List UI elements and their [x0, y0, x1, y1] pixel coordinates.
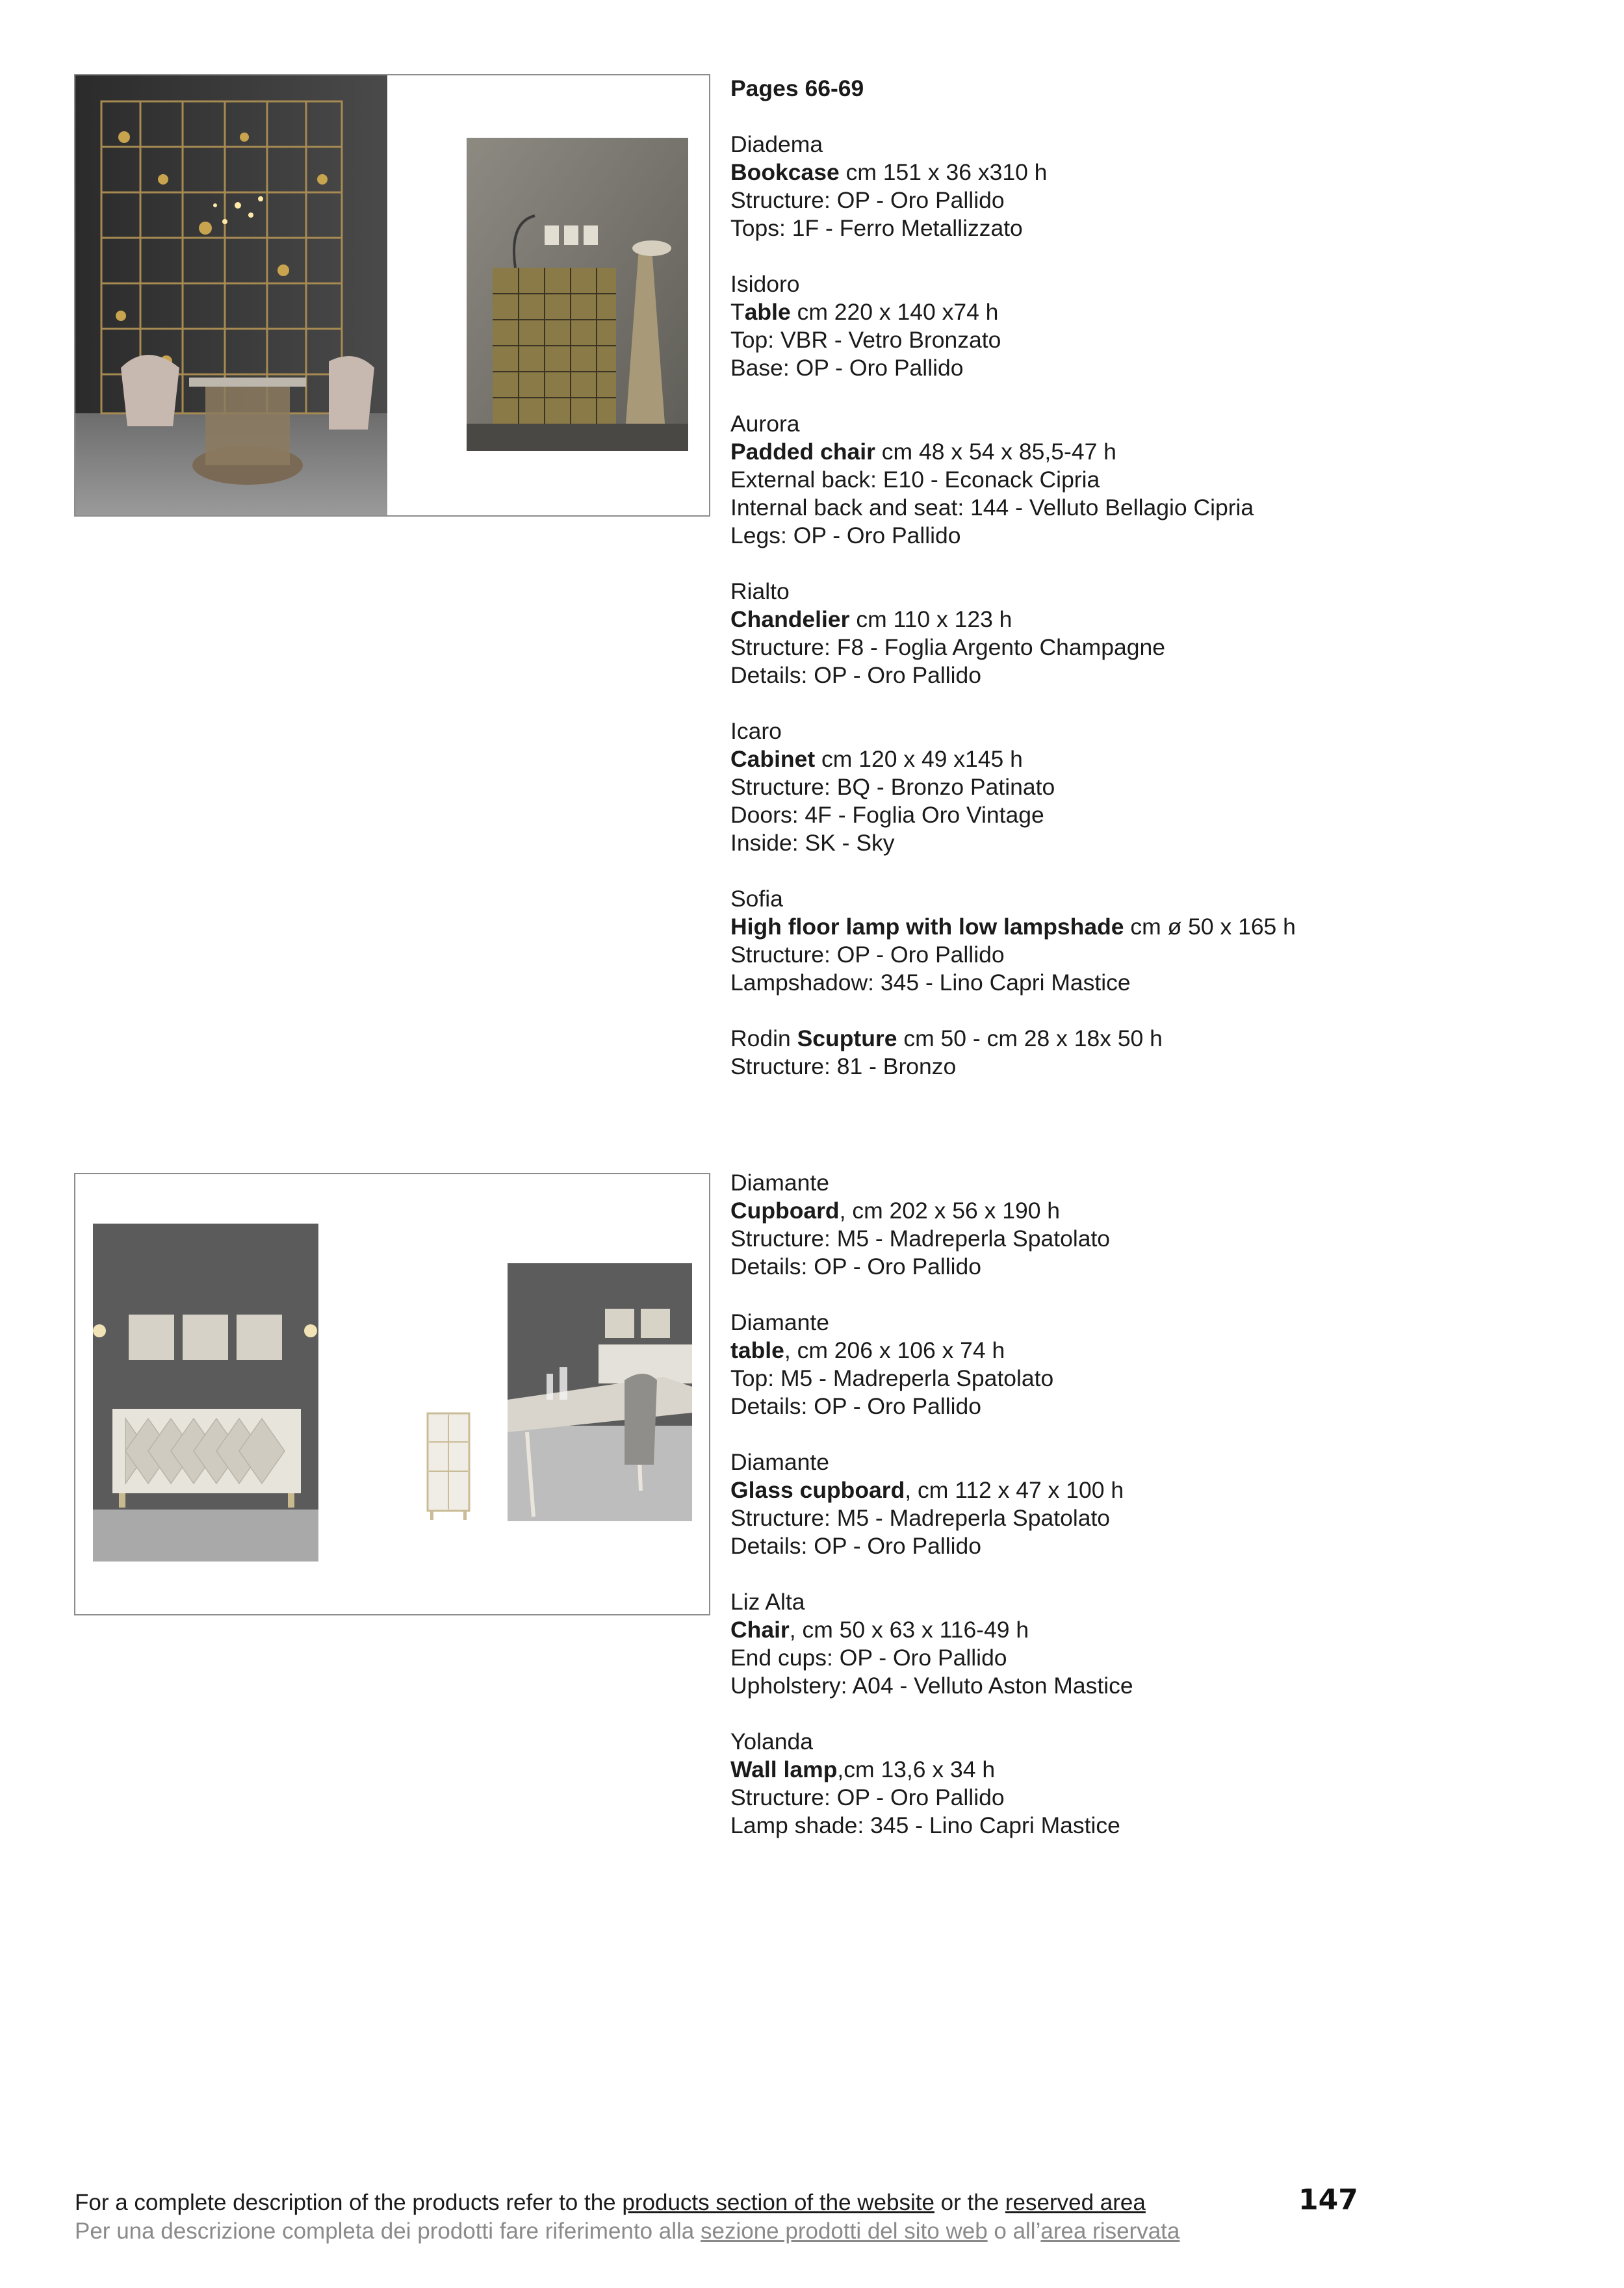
page-number: 147: [1298, 2183, 1358, 2217]
spec-line: Structure: M5 - Madreperla Spatolato: [730, 1226, 1111, 1252]
spec-line: Details: OP - Oro Pallido: [730, 662, 982, 688]
product-spec: [730, 410, 1575, 550]
product-dimensions: cm 110 x 123 h: [849, 606, 1012, 632]
footer-note: [75, 2189, 1309, 2246]
photo-diamante-table: [508, 1263, 692, 1521]
photo-glass-cupboard: [425, 1409, 472, 1521]
product-spec: [730, 1728, 1575, 1840]
image-frame-diamante: [74, 1173, 710, 1615]
spec-list-pages-66-69: [730, 75, 1575, 1081]
spacer: [730, 1420, 1575, 1448]
spec-line: Top: M5 - Madreperla Spatolato: [730, 1365, 1054, 1391]
product-spec: [730, 885, 1575, 997]
spec-line: [730, 1337, 1575, 1365]
product-spec: [730, 1448, 1575, 1560]
product-name: High floor lamp with low lampshade: [730, 914, 1124, 940]
spec-line: Isidoro: [730, 271, 800, 297]
spec-line: [730, 1756, 1575, 1784]
footer-en-text: For a complete description of the products refer to the: [75, 2190, 623, 2215]
product-name: able: [744, 299, 791, 325]
footer-italian: [75, 2217, 1309, 2246]
footer-english: [75, 2189, 1309, 2217]
spec-line: Lampshadow: 345 - Lino Capri Mastice: [730, 970, 1131, 996]
spec-line: Aurora: [730, 411, 800, 437]
spec-prefix: Rodin: [730, 1025, 797, 1051]
spec-line: Diamante: [730, 1449, 829, 1475]
product-spec: [730, 131, 1575, 242]
product-dimensions: cm 151 x 36 x310 h: [839, 159, 1048, 185]
product-name: Padded chair: [730, 439, 875, 465]
product-dimensions: cm ø 50 x 165 h: [1124, 914, 1296, 940]
photo-icaro-cabinet: [467, 138, 688, 451]
product-name: Glass cupboard: [730, 1477, 905, 1503]
spacer: [730, 997, 1575, 1025]
spec-line: Structure: OP - Oro Pallido: [730, 942, 1005, 968]
spec-line: [730, 1476, 1575, 1504]
spec-line: [730, 913, 1575, 941]
spec-line: Diadema: [730, 131, 823, 157]
spacer: [730, 857, 1575, 885]
spec-list-diamante: [730, 1169, 1575, 1840]
product-dimensions: , cm 206 x 106 x 74 h: [784, 1337, 1005, 1363]
spec-line: Details: OP - Oro Pallido: [730, 1533, 982, 1559]
spec-prefix: T: [730, 299, 745, 325]
product-spec: [730, 717, 1575, 857]
spec-line: [730, 159, 1575, 186]
spec-line: Rialto: [730, 578, 790, 604]
sezione-prodotti-link[interactable]: sezione prodotti del sito web: [701, 2218, 988, 2244]
spec-line: Details: OP - Oro Pallido: [730, 1253, 982, 1279]
spec-line: Base: OP - Oro Pallido: [730, 355, 964, 381]
spec-line: Structure: 81 - Bronzo: [730, 1053, 957, 1079]
spec-line: Diamante: [730, 1170, 829, 1196]
spec-line: Diamante: [730, 1309, 829, 1335]
area-riservata-link[interactable]: area riservata: [1040, 2218, 1180, 2244]
product-name: Chair: [730, 1617, 790, 1643]
product-spec: [730, 1309, 1575, 1420]
product-spec: [730, 1025, 1575, 1081]
spacer: [730, 382, 1575, 410]
product-name: Chandelier: [730, 606, 850, 632]
reserved-area-link[interactable]: reserved area: [1005, 2190, 1146, 2215]
spec-line: [730, 1025, 1575, 1053]
spec-line: [730, 298, 1575, 326]
product-spec: [730, 1169, 1575, 1281]
spacer: [730, 1281, 1575, 1309]
product-name: table: [730, 1337, 784, 1363]
spec-line: Legs: OP - Oro Pallido: [730, 522, 961, 548]
spec-line: Upholstery: A04 - Velluto Aston Mastice: [730, 1673, 1133, 1699]
product-name: Scupture: [797, 1025, 897, 1051]
spacer: [730, 689, 1575, 717]
spec-line: [730, 745, 1575, 773]
spec-line: Details: OP - Oro Pallido: [730, 1393, 982, 1419]
table-illustration: [508, 1263, 692, 1521]
cabinet-illustration: [467, 138, 688, 451]
spacer: [730, 103, 1575, 131]
spec-line: [730, 1616, 1575, 1644]
footer-it-text: Per una descrizione completa dei prodotti fare riferimento alla: [75, 2218, 701, 2244]
product-spec: [730, 1588, 1575, 1700]
spec-line: Liz Alta: [730, 1589, 805, 1615]
spec-line: End cups: OP - Oro Pallido: [730, 1645, 1007, 1671]
product-dimensions: , cm 202 x 56 x 190 h: [839, 1198, 1061, 1224]
spec-line: Top: VBR - Vetro Bronzato: [730, 327, 1001, 353]
spec-line: Structure: M5 - Madreperla Spatolato: [730, 1505, 1111, 1531]
product-dimensions: , cm 50 x 63 x 116-49 h: [789, 1617, 1029, 1643]
spacer: [730, 1560, 1575, 1588]
spec-line: Inside: SK - Sky: [730, 830, 895, 856]
product-dimensions: , cm 112 x 47 x 100 h: [905, 1477, 1124, 1503]
spec-line: Lamp shade: 345 - Lino Capri Mastice: [730, 1812, 1120, 1838]
spec-line: [730, 606, 1575, 634]
spec-line: Tops: 1F - Ferro Metallizzato: [730, 215, 1023, 241]
glass-cupboard-illustration: [425, 1409, 472, 1521]
footer-en-mid: or the: [934, 2190, 1005, 2215]
section-heading: Pages 66-69: [730, 75, 864, 101]
product-spec: [730, 578, 1575, 689]
product-spec: [730, 270, 1575, 382]
footer-it-mid: o all’: [987, 2218, 1041, 2244]
spacer: [730, 550, 1575, 578]
bookcase-room-illustration: [75, 75, 387, 515]
spec-line: Structure: F8 - Foglia Argento Champagne: [730, 634, 1165, 660]
photo-diamante-cupboard: [93, 1224, 318, 1562]
product-name: Cabinet: [730, 746, 816, 772]
product-name: Bookcase: [730, 159, 840, 185]
spec-line: Icaro: [730, 718, 782, 744]
product-dimensions: cm 48 x 54 x 85,5-47 h: [875, 439, 1116, 465]
product-dimensions: cm 220 x 140 x74 h: [790, 299, 999, 325]
spec-line: Doors: 4F - Foglia Oro Vintage: [730, 802, 1044, 828]
spec-line: Structure: OP - Oro Pallido: [730, 187, 1005, 213]
product-dimensions: cm 120 x 49 x145 h: [815, 746, 1023, 772]
spec-line: Structure: OP - Oro Pallido: [730, 1784, 1005, 1810]
spec-line: Internal back and seat: 144 - Velluto Bellagio Cipria: [730, 495, 1254, 521]
spacer: [730, 1700, 1575, 1728]
spec-line: External back: E10 - Econack Cipria: [730, 467, 1100, 493]
spec-line: Sofia: [730, 886, 783, 912]
cupboard-illustration: [93, 1224, 318, 1562]
products-section-link[interactable]: products section of the website: [622, 2190, 934, 2215]
spec-line: [730, 438, 1575, 466]
image-frame-diadema: [74, 74, 710, 517]
product-dimensions: ,cm 13,6 x 34 h: [837, 1756, 996, 1782]
spacer: [730, 242, 1575, 270]
product-name: Wall lamp: [730, 1756, 838, 1782]
spec-line: Structure: BQ - Bronzo Patinato: [730, 774, 1055, 800]
photo-bookcase-room: [75, 75, 387, 515]
spec-line: Yolanda: [730, 1729, 814, 1755]
product-dimensions: cm 50 - cm 28 x 18x 50 h: [897, 1025, 1163, 1051]
product-name: Cupboard: [730, 1198, 840, 1224]
spec-line: [730, 1197, 1575, 1225]
